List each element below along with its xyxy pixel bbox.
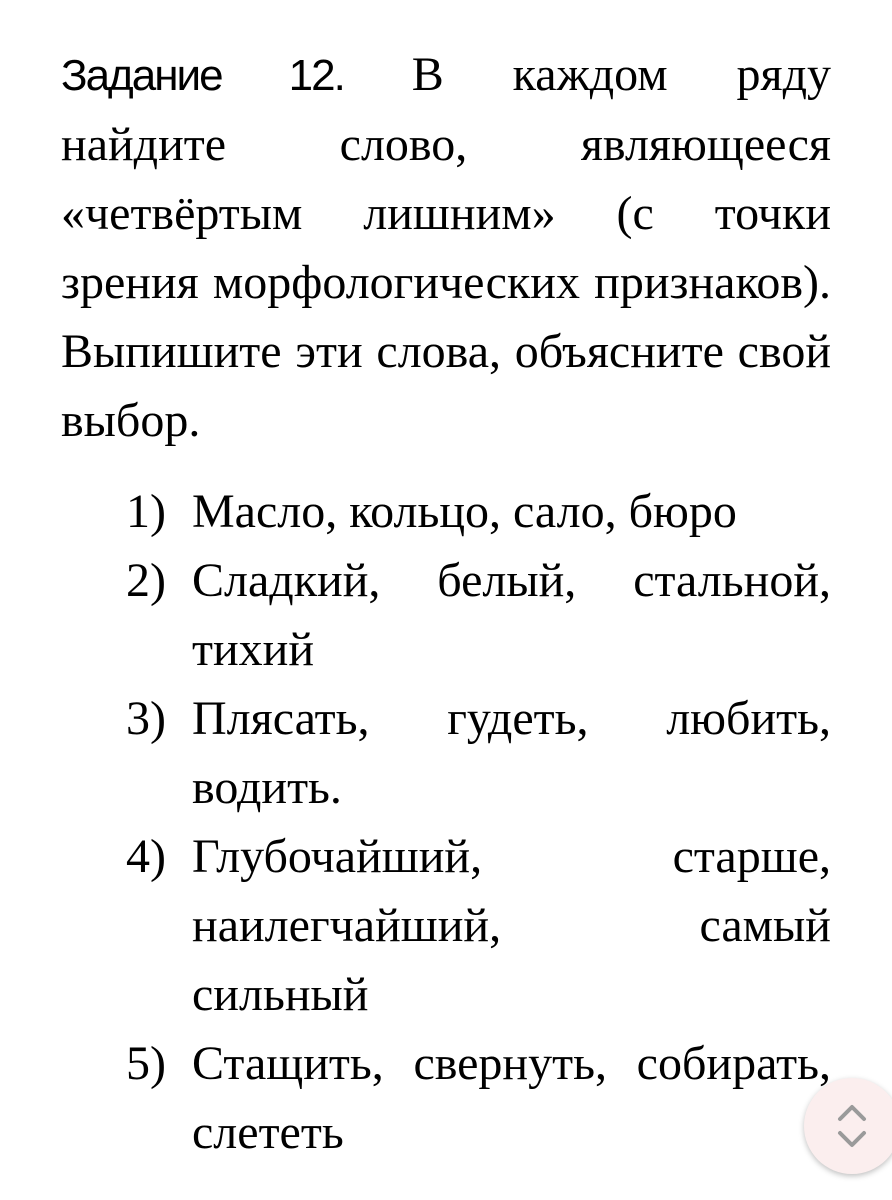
list-item bbox=[126, 477, 831, 546]
task-title: Задание 12. bbox=[61, 51, 344, 100]
item-text: Глубочайший, старше, наилегчайший, самый сильный bbox=[192, 830, 831, 1021]
item-number: 1) bbox=[126, 485, 166, 538]
item-number: 2) bbox=[126, 554, 166, 607]
answer-list bbox=[61, 477, 831, 1167]
task-text: В каждом ряду найдите слово, являющееся «четвёртым лишним» (с точки зрения морфологических признаков). Выпишите эти слова, объясните свой выбор. bbox=[61, 48, 831, 447]
list-item bbox=[126, 546, 831, 684]
item-text: Масло, кольцо, сало, бюро bbox=[192, 485, 737, 538]
item-number: 5) bbox=[126, 1037, 166, 1090]
item-number: 4) bbox=[126, 830, 166, 883]
item-text: Стащить, свернуть, собирать, слететь bbox=[192, 1037, 831, 1159]
list-item bbox=[126, 684, 831, 822]
item-number: 3) bbox=[126, 692, 166, 745]
list-item bbox=[126, 1029, 831, 1167]
task-paragraph bbox=[61, 40, 831, 455]
item-text: Плясать, гудеть, любить, водить. bbox=[192, 692, 831, 814]
document bbox=[61, 40, 831, 1167]
list-item bbox=[126, 822, 831, 1029]
chevron-down-icon[interactable] bbox=[837, 1130, 867, 1148]
item-text: Сладкий, белый, стальной, тихий bbox=[192, 554, 831, 676]
chevron-up-icon[interactable] bbox=[837, 1104, 867, 1122]
scroll-button[interactable] bbox=[804, 1078, 892, 1174]
